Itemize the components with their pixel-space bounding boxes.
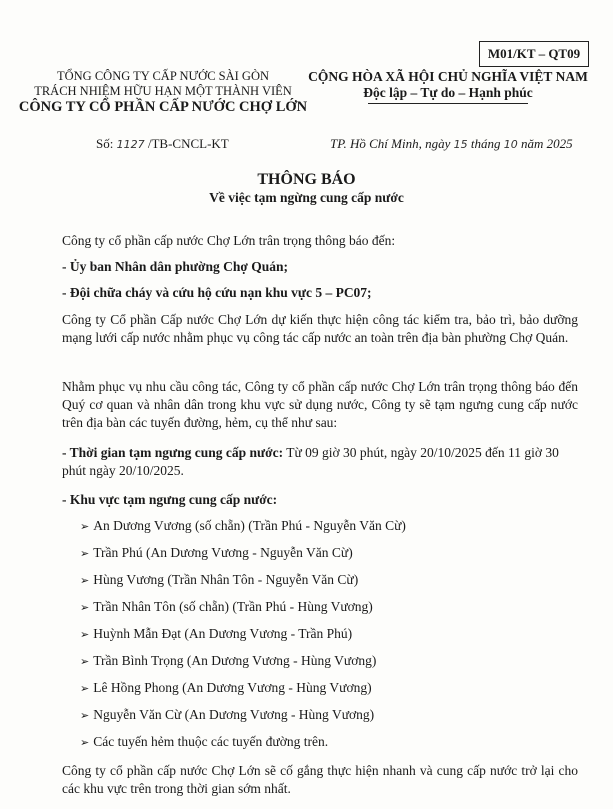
date-prefix: TP. Hồ Chí Minh, ngày [330, 136, 451, 151]
arrow-icon: ➢ [80, 628, 90, 641]
area-text: Các tuyến hẻm thuộc các tuyến đường trên. [93, 734, 329, 749]
area-text: Trần Nhân Tôn (số chẵn) (Trần Phú - Hùng Vương) [93, 599, 373, 614]
ref-handwritten-number: 1127 [116, 138, 145, 151]
closing-paragraph: Công ty cổ phần cấp nước Chợ Lớn sẽ cố gắng thực hiện nhanh và cung cấp nước trở lại cho các khu vực trên trong thời gian sớm nhất. [62, 763, 578, 796]
area-text: Nguyễn Văn Cừ (An Dương Vương - Hùng Vương) [93, 707, 375, 722]
area-item [80, 707, 374, 723]
date-month: 10 [503, 138, 518, 151]
outage-time-label: - Thời gian tạm ngưng cung cấp nước: [62, 445, 284, 460]
area-item [80, 545, 353, 561]
arrow-icon: ➢ [80, 574, 90, 587]
area-text: Huỳnh Mẫn Đạt (An Dương Vương - Trần Phú) [93, 626, 353, 641]
area-item [80, 518, 406, 534]
arrow-icon: ➢ [80, 547, 90, 560]
arrow-icon: ➢ [80, 709, 90, 722]
area-item [80, 734, 328, 750]
parent-company-line1: TỔNG CÔNG TY CẤP NƯỚC SÀI GÒN [56, 69, 270, 83]
national-motto: Độc lập – Tự do – Hạnh phúc [363, 85, 533, 100]
recipient-1: - Ủy ban Nhân dân phường Chợ Quán; [62, 259, 289, 274]
date-suffix: năm 2025 [521, 136, 573, 151]
area-text: Hùng Vương (Trần Nhân Tôn - Nguyễn Văn Cừ) [93, 572, 359, 587]
ref-prefix: Số: [96, 136, 114, 151]
arrow-icon: ➢ [80, 520, 90, 533]
document-subtitle: Về việc tạm ngừng cung cấp nước [209, 190, 404, 205]
paragraph-2: Nhằm phục vụ nhu cầu công tác, Công ty cổ phần cấp nước Chợ Lớn trân trọng thông báo đến Quý cơ quan và nhân dân trong khu vực sử dụng nước, Công ty sẽ tạm ngưng cung cấp nước trên địa bàn các tuyến đường, hẻm, cụ thể như sau: [62, 379, 578, 430]
arrow-icon: ➢ [80, 682, 90, 695]
area-text: Lê Hồng Phong (An Dương Vương - Hùng Vương) [93, 680, 372, 695]
date-mid: tháng [470, 136, 501, 151]
motto-underline [368, 103, 528, 104]
area-item [80, 653, 376, 669]
document-title: THÔNG BÁO [257, 171, 356, 188]
company-name: CÔNG TY CỔ PHẦN CẤP NƯỚC CHỢ LỚN [18, 99, 308, 115]
issue-date [330, 136, 573, 152]
left-header [18, 69, 308, 116]
parent-company-line2: TRÁCH NHIỆM HỮU HẠN MỘT THÀNH VIÊN [34, 84, 292, 98]
arrow-icon: ➢ [80, 736, 90, 749]
area-item [80, 626, 352, 642]
area-item [80, 599, 373, 615]
area-text: Trần Phú (An Dương Vương - Nguyễn Văn Cừ) [93, 545, 353, 560]
recipient-2: - Đội chữa cháy và cứu hộ cứu nạn khu vực 5 – PC07; [62, 285, 372, 300]
reference-number [96, 136, 229, 152]
outage-time-value: Từ 09 giờ 30 phút, ngày 20/10/2025 đến 11 giờ 30 phút ngày 20/10/2025. [62, 445, 559, 478]
date-day: 15 [453, 138, 468, 151]
outage-area-label: - Khu vực tạm ngưng cung cấp nước: [62, 492, 278, 507]
form-code: M01/KT – QT09 [479, 41, 589, 67]
area-item [80, 572, 358, 588]
intro-text: Công ty cổ phần cấp nước Chợ Lớn trân trọng thông báo đến: [62, 233, 396, 248]
area-text: Trần Bình Trọng (An Dương Vương - Hùng Vương) [93, 653, 377, 668]
national-title: CỘNG HÒA XÃ HỘI CHỦ NGHĨA VIỆT NAM [308, 69, 588, 84]
paragraph-1: Công ty Cổ phần Cấp nước Chợ Lớn dự kiến thực hiện công tác kiểm tra, bảo trì, bảo dưỡng mạng lưới cấp nước nhằm phục vụ công tác cấp nước an toàn trên địa bàn phường Chợ Quán. [62, 312, 578, 345]
outage-time [62, 444, 578, 480]
right-header [306, 69, 590, 104]
ref-suffix: /TB-CNCL-KT [147, 136, 229, 151]
arrow-icon: ➢ [80, 601, 90, 614]
area-text: An Dương Vương (số chẵn) (Trần Phú - Nguyễn Văn Cừ) [93, 518, 406, 533]
arrow-icon: ➢ [80, 655, 90, 668]
area-item [80, 680, 372, 696]
